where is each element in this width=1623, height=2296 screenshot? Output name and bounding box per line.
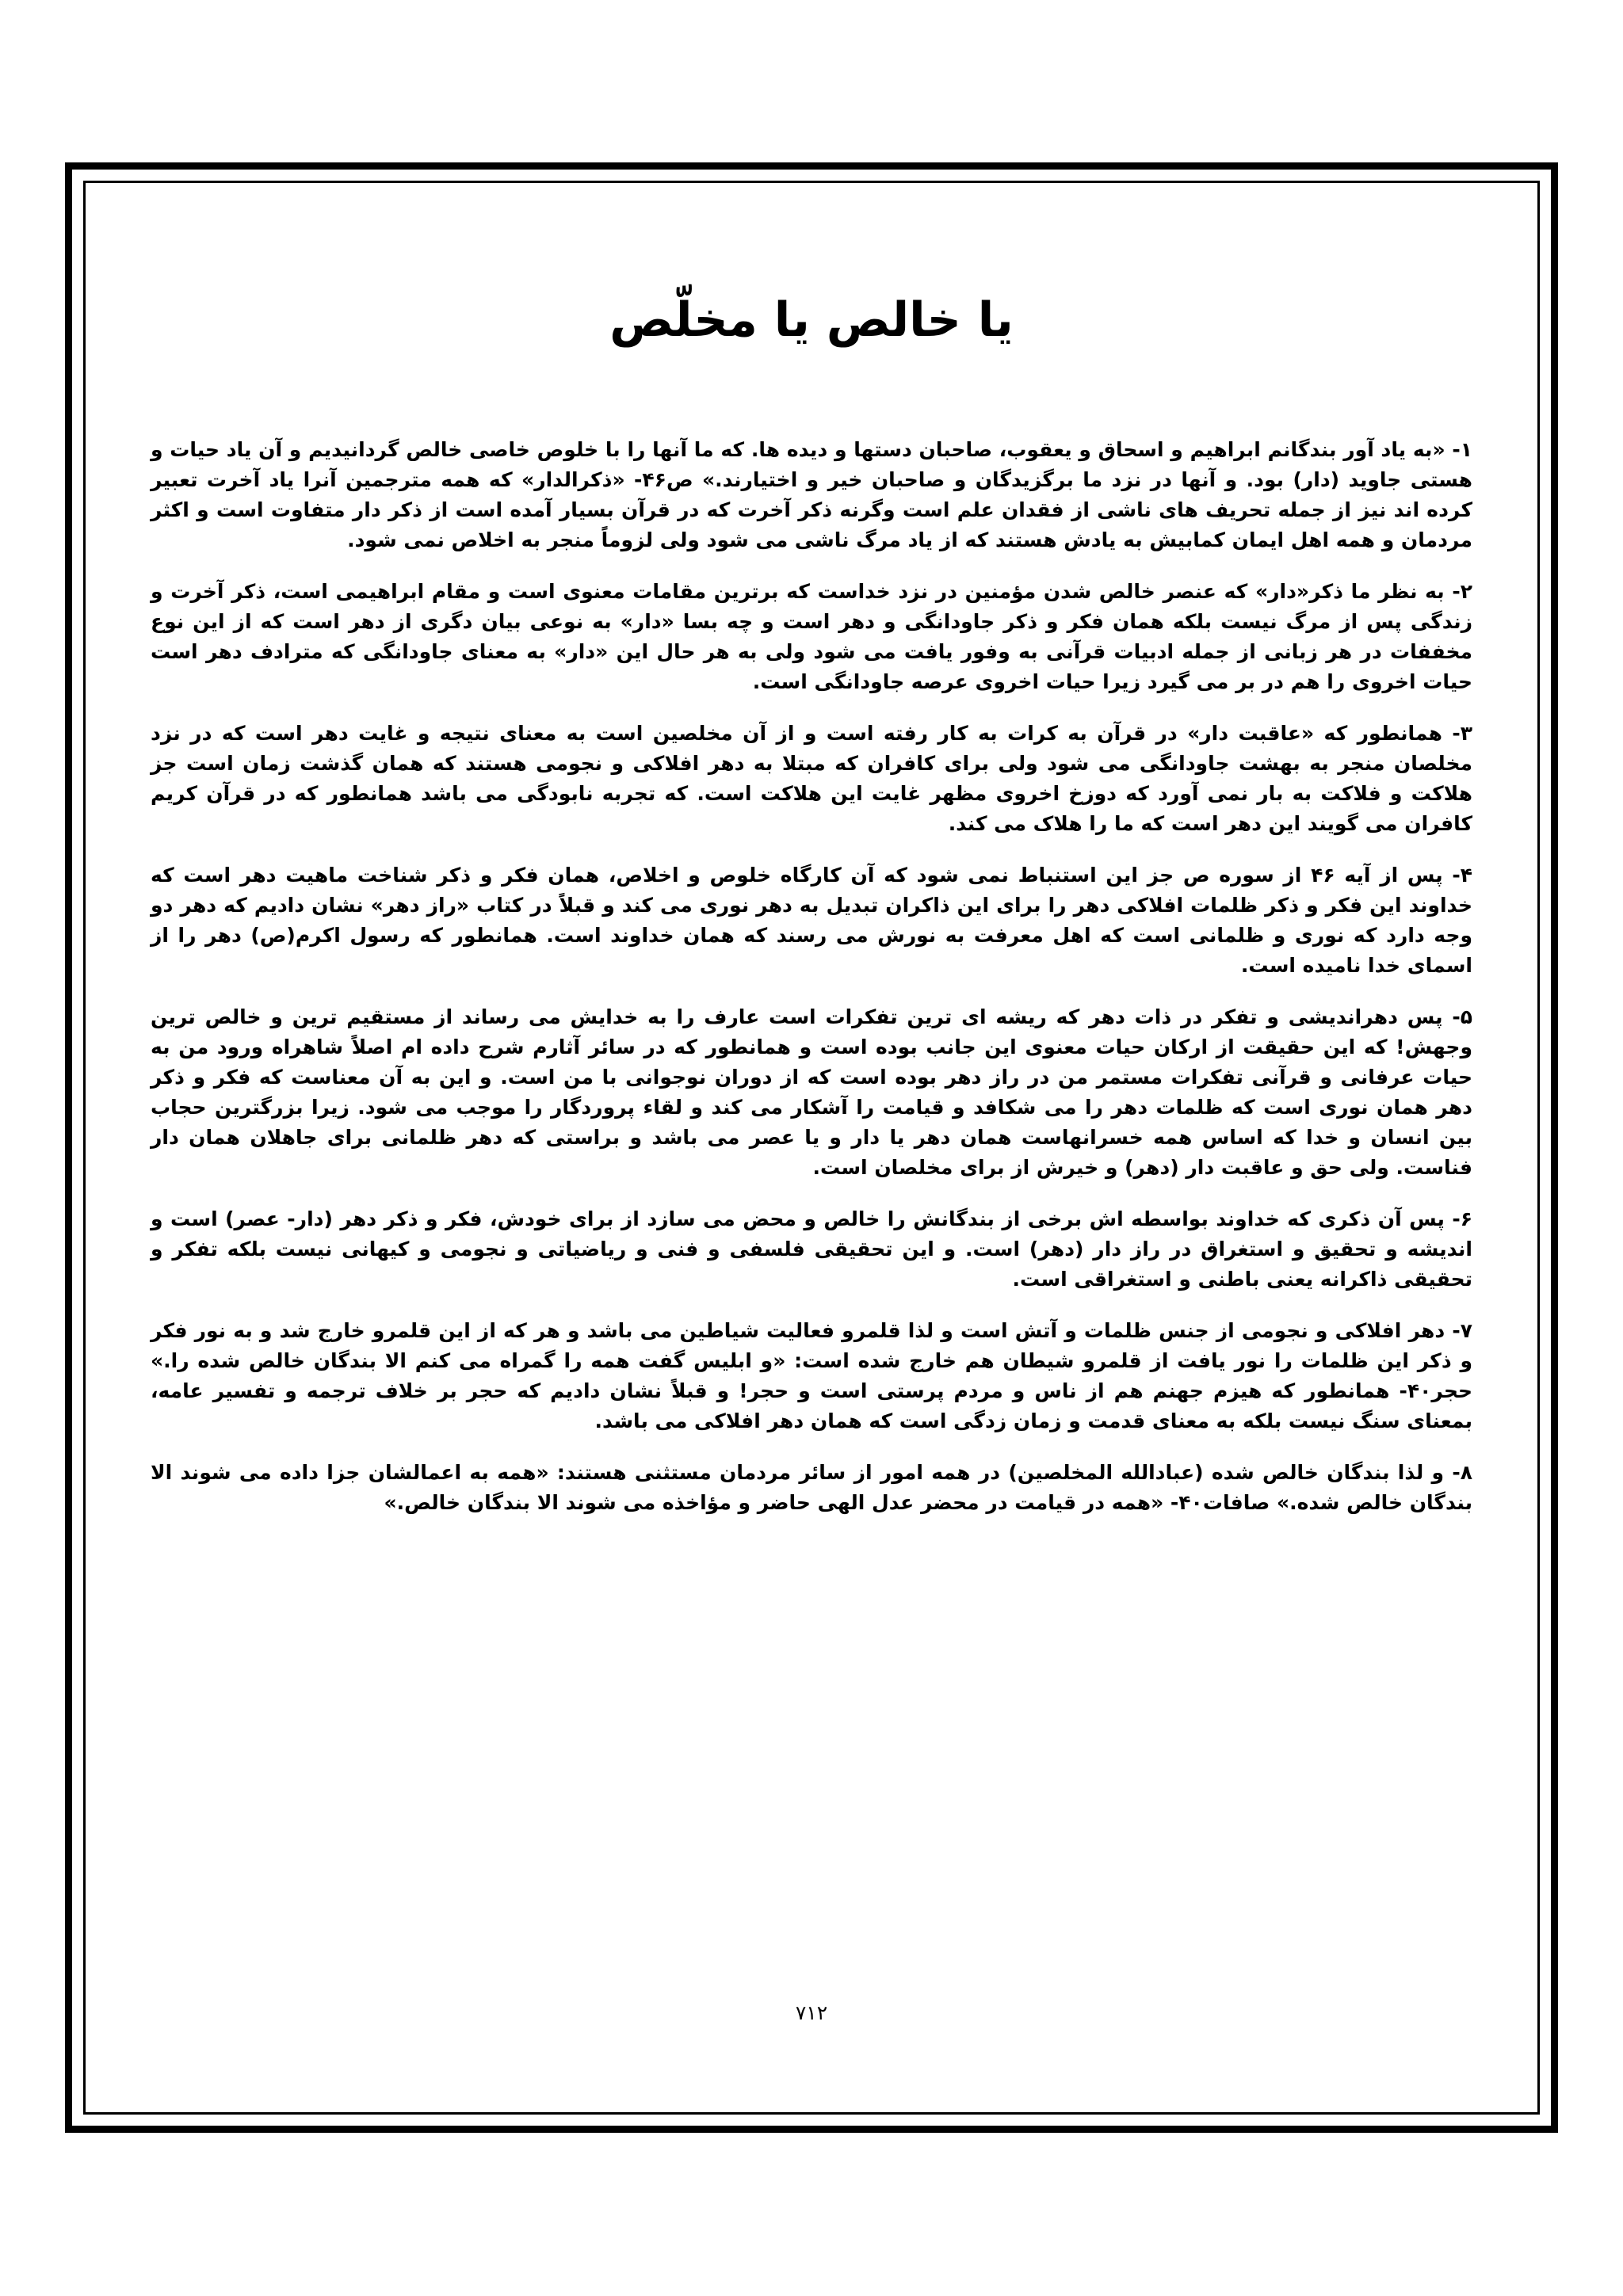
paragraph-2: ۲- به نظر ما ذکر«دار» که عنصر خالص شدن مؤمنین در نزد خداست که برترین مقامات معنوی است و مقام ابراهیمی است، ذکر آخرت و زندگی پس از مرگ نیست بلکه همان فکر و ذکر جاودانگی و دهر است و چه بسا «دار» به نوعی بیان دگری از دهر است که از این نوع مخففات در هر زبانی از جمله ادبیات قرآنی به وفور یافت می شود ولی به هر حال این «دار» به معنای جاودانگی که مترادف دهر است حیات اخروی را هم در بر می گیرد زیرا حیات اخروی عرصه جاودانگی است. bbox=[151, 580, 1472, 693]
paragraph-4: ۴- پس از آیه ۴۶ از سوره ص جز این استنباط نمی شود که آن کارگاه خلوص و اخلاص، همان فکر و ذکر شناخت ماهیت دهر است که خداوند این فکر و ذکر ظلمات افلاکی دهر را برای این ذاکران تبدیل به دهر نوری می کند و قبلاً در کتاب «راز دهر» نشان دادیم که دهر دو وجه دارد که نوری و ظلمانی است که اهل معرفت به نورش می رسند که همان خداوند است. همانطور که رسول اکرم(ص) دهر را از اسمای خدا نامیده است. bbox=[151, 864, 1473, 977]
paragraph-5: ۵- پس دهراندیشی و تفکر در ذات دهر که ریشه ای ترین تفکرات است عارف را به خدایش می رساند از مستقیم ترین و خالص ترین وجهش! که این حقیقت از ارکان حیات معنوی این جانب بوده است و همانطور که در سائر آثارم شرح داده ام اصلاً شاهراه ورود من به حیات عرفانی و قرآنی تفکرات مستمر من در راز دهر بوده است که از دوران نوجوانی با من است. و این به آن معناست که فکر و ذکر دهر همان نوری است که ظلمات دهر را می شکافد و قیامت را آشکار می کند و لقاء پروردگار را موجب می شود. زیرا بزرگترین حجاب بین انسان و خدا که اساس همه خسرانهاست همان دهر یا دار و یا عصر می باشد و براستی که دهر ظلمانی برای جاهلان همان دار فناست. ولی حق و عاقبت دار (دهر) و خیرش از برای مخلصان است. bbox=[151, 1005, 1472, 1179]
page-border-inner bbox=[83, 181, 1540, 2115]
paragraph-3: ۳- همانطور که «عاقبت دار» در قرآن به کرات به کار رفته است و از آن مخلصین است به معنای نتیجه و غایت دهر است که در نزد مخلصان منجر به بهشت جاودانگی می شود ولی برای کافران که مبتلا به دهر افلاکی و نجومی هستند که همان گذشت زمان است جز هلاکت و فلاکت به بار نمی آورد که دوزخ اخروی مظهر غایت این هلاکت است. که تجربه نابودگی می باشد همانطور که در قرآن کریم کافران می گویند این دهر است که ما را هلاک می کند. bbox=[151, 722, 1472, 835]
page-border-outer bbox=[65, 162, 1558, 2133]
paragraph-6: ۶- پس آن ذکری که خداوند بواسطه اش برخی از بندگانش را خالص و محض می سازد از برای خودش، فکر و ذکر دهر (دار- عصر) است و اندیشه و تحقیق و استغراق در راز دار (دهر) است. و این تحقیقی فلسفی و فنی و ریاضیاتی و نجومی و کیهانی نیست بلکه تفکر و تحقیقی ذاکرانه یعنی باطنی و استغراقی است. bbox=[151, 1207, 1472, 1291]
paragraph-8: ۸- و لذا بندگان خالص شده (عبادالله المخلصین) در همه امور از سائر مردمان مستثنی هستند: «همه به اعمالشان جزا داده می شوند الا بندگان خالص شده.» صافات۴۰- «همه در قیامت در محضر عدل الهی حاضر و مؤاخذه می شوند الا بندگان خالص.» bbox=[151, 1461, 1472, 1514]
body-text bbox=[151, 435, 1472, 1539]
page-number: ۷۱۲ bbox=[795, 2001, 828, 2024]
page-title: یا خالص یا مخلّص bbox=[609, 292, 1014, 348]
paragraph-1: ۱- «به یاد آور بندگانم ابراهیم و اسحاق و یعقوب، صاحبان دستها و دیده ها. که ما آنها را با خلوص خاصی خالص گردانیدیم و آن یاد حیات و هستی جاوید (دار) بود. و آنها در نزد ما برگزیدگان و صاحبان خیر و اختیارند.» ص۴۶- «ذکرالدار» که همه مترجمین آنرا یاد آخرت تعبیر کرده اند نیز از جمله تحریف های ناشی از فقدان علم است وگرنه ذکر آخرت که در قرآن بسیار آمده است از ذکر دار متفاوت است و اکثر مردمان و همه اهل ایمان کمابیش به یادش هستند که از یاد مرگ ناشی می شود ولی لزوماً منجر به اخلاص نمی شود. bbox=[151, 438, 1472, 551]
paragraph-7: ۷- دهر افلاکی و نجومی از جنس ظلمات و آتش است و لذا قلمرو فعالیت شیاطین می باشد و هر که از این قلمرو خارج شد و به نور فکر و ذکر این ظلمات را نور یافت از قلمرو شیطان هم خارج شده است: «و ابلیس گفت همه را گمراه می کنم الا بندگان خالص شده را.» حجر۴۰- همانطور که هیزم جهنم هم از ناس و مردم پرستی است و حجر! و قبلاً نشان دادیم که حجر بر خلاف ترجمه و تفسیر عامه، بمعنای سنگ نیست بلکه به معنای قدمت و زمان زدگی است که همان دهر افلاکی می باشد. bbox=[151, 1319, 1472, 1432]
